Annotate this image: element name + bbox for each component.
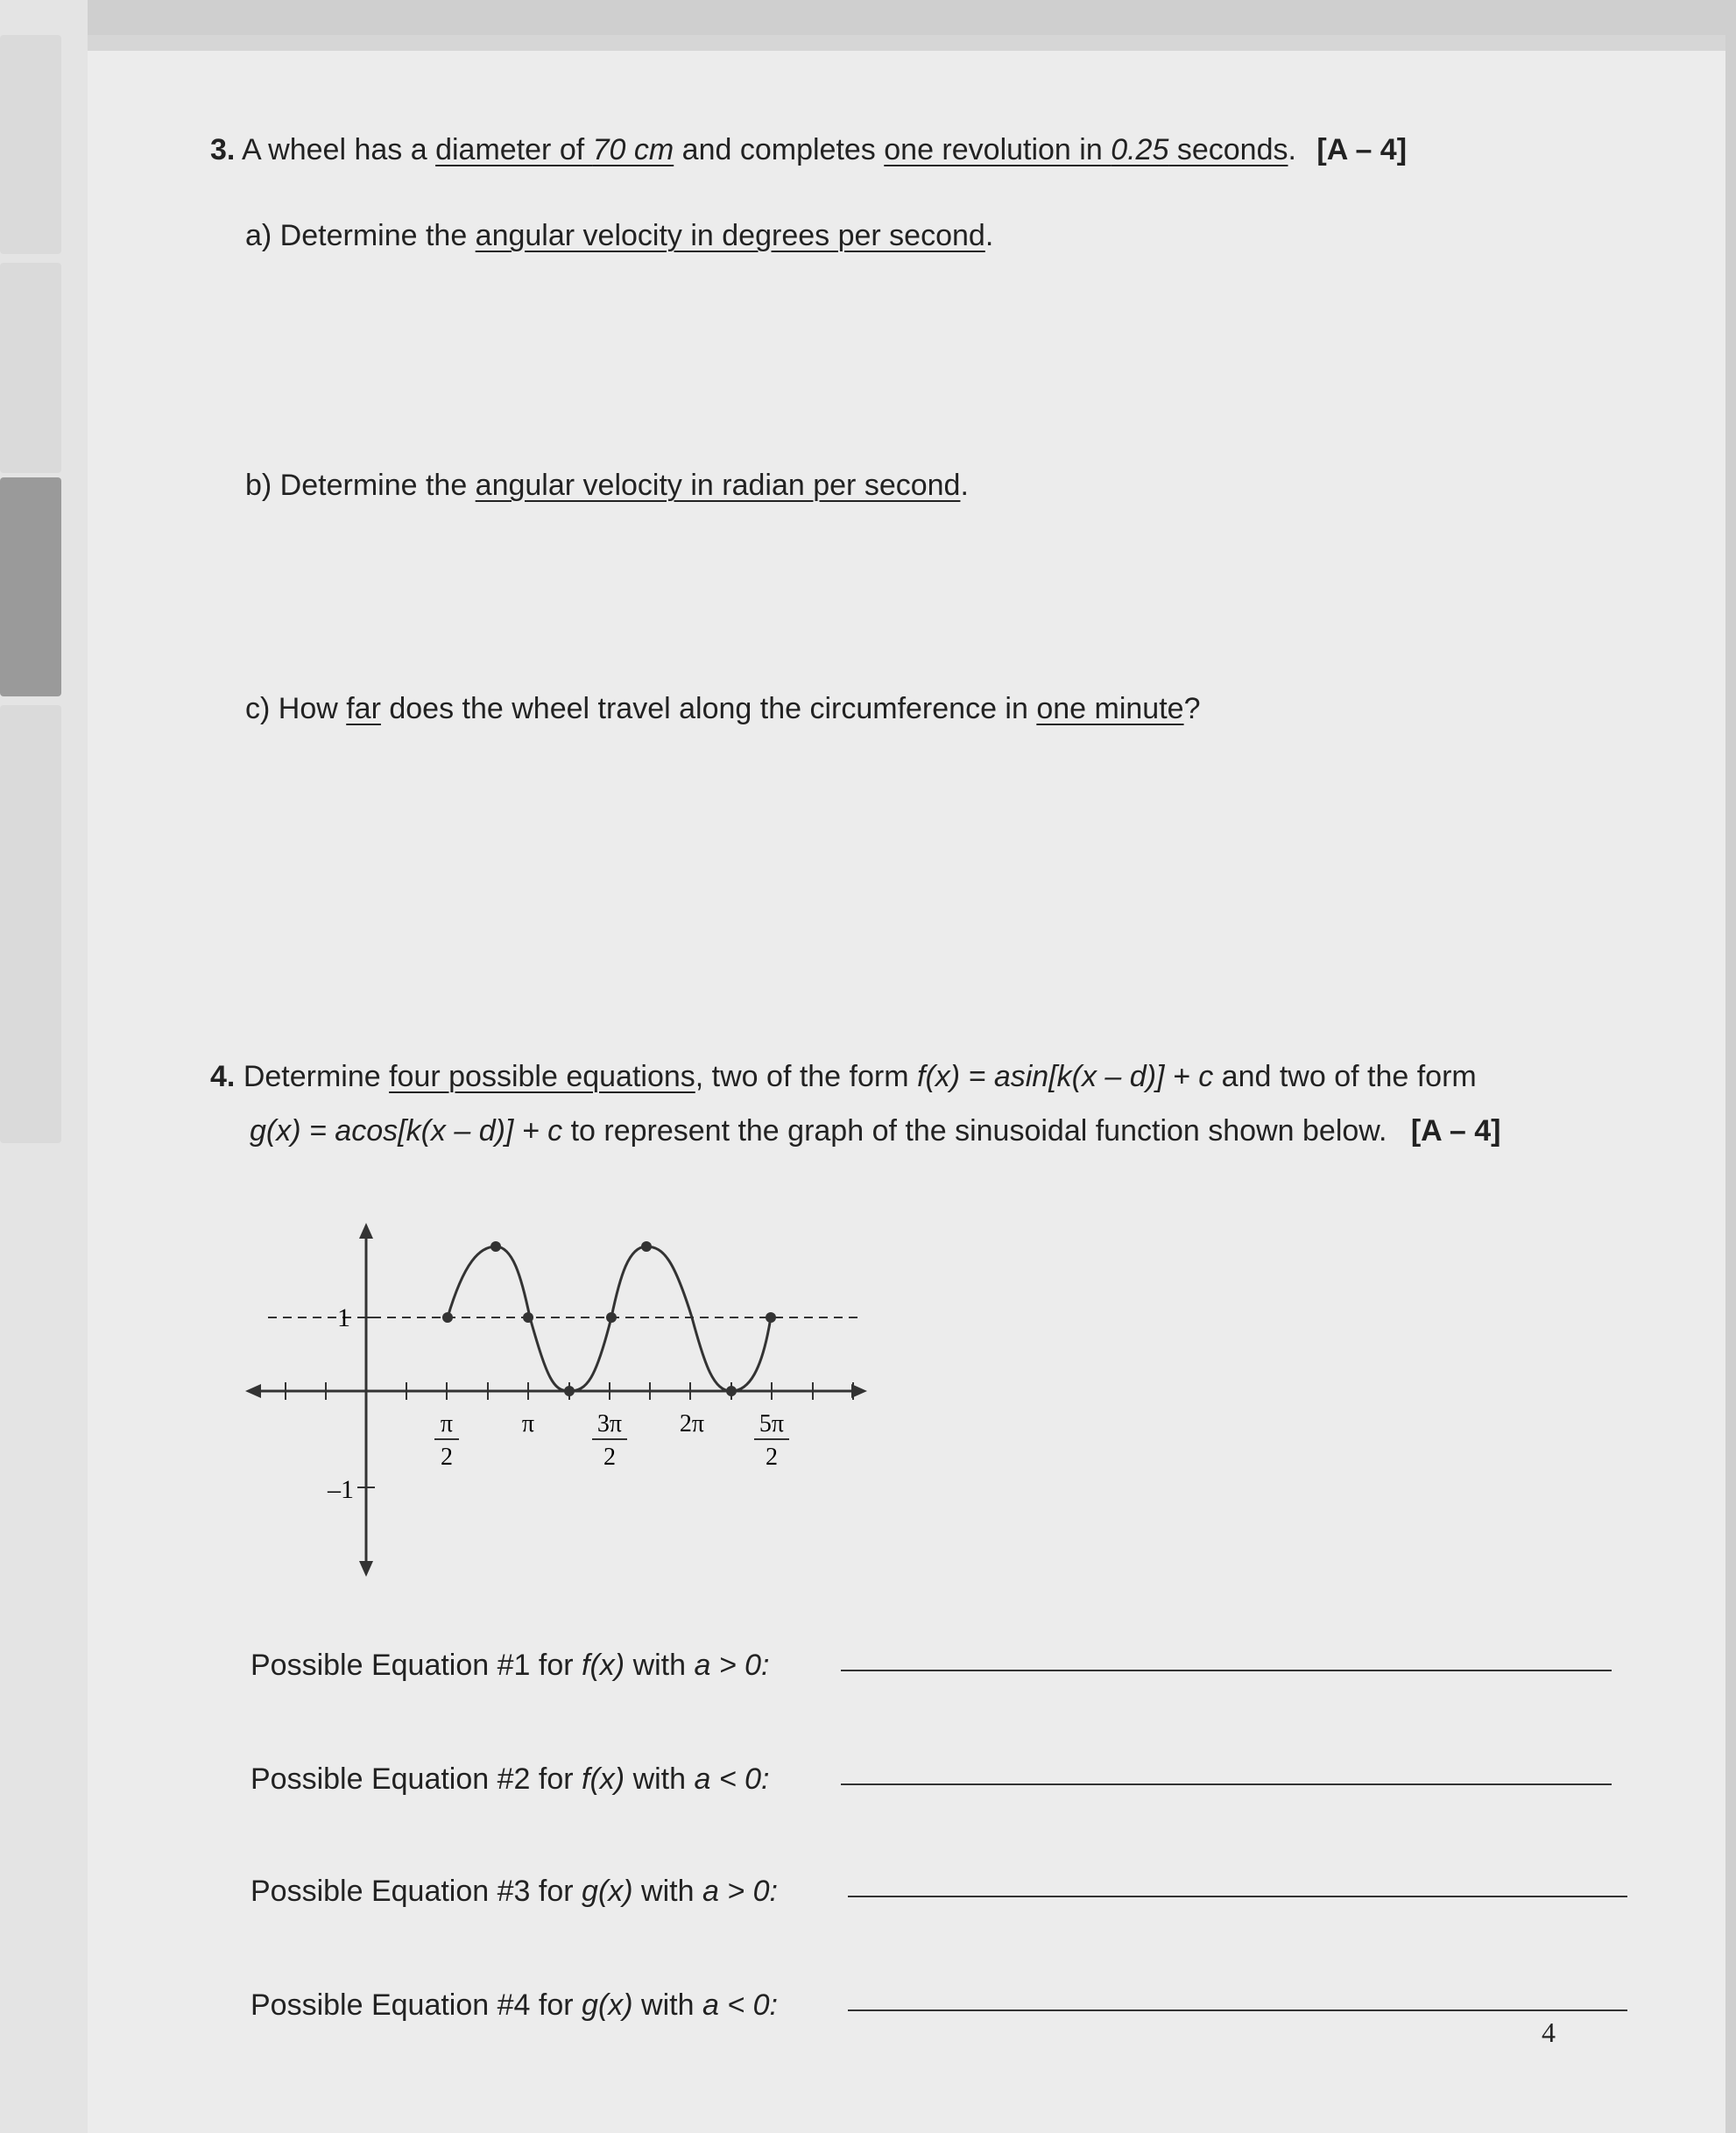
q4-text: to represent the graph of the sinusoidal function shown below. <box>562 1114 1387 1148</box>
answer-func: f(x) <box>582 1762 625 1796</box>
answer-func: f(x) <box>582 1649 625 1682</box>
answer-3-label <box>251 1875 778 1909</box>
document-page <box>88 35 1725 2133</box>
q4-text: and two of the form <box>1213 1060 1477 1093</box>
y-axis-arrow-up <box>359 1223 373 1239</box>
answer-condition: a < 0: <box>694 1762 770 1796</box>
q4-text: , two of the form <box>695 1060 917 1093</box>
question-4-line-1 <box>210 1060 1477 1094</box>
label-pi-over-2-num: π <box>440 1410 454 1437</box>
answer-func: g(x) <box>582 1875 633 1908</box>
answer-1-blank[interactable] <box>841 1670 1612 1671</box>
page-thumbnail-selected[interactable] <box>0 477 61 696</box>
q3-part-a <box>245 219 993 253</box>
q3b-underlined: angular velocity in radian per second <box>475 469 961 502</box>
label-5pi-over-2-num: 5π <box>759 1410 785 1437</box>
answer-condition: a > 0: <box>694 1649 770 1682</box>
label-pi: π <box>521 1410 535 1437</box>
q3c-text: does the wheel travel along the circumference in <box>380 692 1037 725</box>
y-tick-label-neg1: –1 <box>328 1475 354 1504</box>
x-tick-labels <box>434 1410 789 1471</box>
question-number: 3. <box>210 133 236 166</box>
q4-four-equations: four possible equations <box>389 1060 695 1093</box>
q4-text: Determine <box>243 1060 390 1093</box>
q3-time-value: 0.25 <box>1111 133 1169 166</box>
key-point <box>564 1386 575 1396</box>
answer-func: g(x) <box>582 1988 633 2022</box>
x-axis-arrow-left <box>245 1384 261 1398</box>
label-3pi-over-2-num: 3π <box>596 1410 623 1437</box>
page-number: 4 <box>1542 2016 1556 2048</box>
answer-condition: a < 0: <box>702 1988 778 2022</box>
answer-4-label <box>251 1988 778 2023</box>
key-points <box>442 1241 776 1396</box>
key-point <box>523 1312 533 1323</box>
q3c-text: ? <box>1183 692 1201 725</box>
label-2pi: 2π <box>679 1410 705 1437</box>
key-point <box>490 1241 501 1252</box>
q3-mark: [A – 4] <box>1316 133 1408 166</box>
answer-text: with <box>632 1988 702 2022</box>
sinusoid-graph <box>245 1209 963 1594</box>
key-point <box>766 1312 776 1323</box>
key-point <box>442 1312 453 1323</box>
q3-part-b <box>245 469 969 503</box>
page-thumbnail[interactable] <box>0 35 61 254</box>
q3a-text: . <box>984 219 994 252</box>
q4-f-form: f(x) = asin[k(x – d)] + c <box>917 1060 1214 1093</box>
answer-text: with <box>625 1762 695 1796</box>
q3a-text: a) Determine the <box>245 219 476 252</box>
q3a-underlined: angular velocity in degrees per second <box>475 219 985 252</box>
answer-text: Possible Equation #2 for <box>251 1762 582 1796</box>
answer-2-label <box>251 1762 770 1797</box>
q3-diameter-value: 70 cm <box>592 133 674 166</box>
key-point <box>726 1386 737 1396</box>
y-axis-arrow-down <box>359 1561 373 1577</box>
key-point <box>606 1312 617 1323</box>
y-tick-label-1: 1 <box>337 1303 350 1332</box>
q3-text: and completes <box>674 133 885 166</box>
answer-4-blank[interactable] <box>848 2009 1627 2011</box>
answer-3-blank[interactable] <box>848 1896 1627 1897</box>
q3-text: seconds <box>1168 133 1288 166</box>
q3c-far: far <box>346 692 381 725</box>
answer-text: with <box>625 1649 695 1682</box>
label-3pi-over-2-den: 2 <box>603 1444 616 1471</box>
q3b-text: . <box>960 469 969 502</box>
answer-1-label <box>251 1649 770 1683</box>
question-4-line-2 <box>250 1114 1501 1148</box>
answer-2-blank[interactable] <box>841 1783 1612 1785</box>
q3-part-c <box>245 692 1201 726</box>
q4-g-form: g(x) = acos[k(x – d)] + c <box>250 1114 563 1148</box>
question-number: 4. <box>210 1060 236 1093</box>
q3-text: A wheel has a <box>241 133 436 166</box>
answer-text: Possible Equation #4 for <box>251 1988 582 2022</box>
answer-text: Possible Equation #1 for <box>251 1649 582 1682</box>
q3-text: diameter of <box>435 133 593 166</box>
question-3 <box>210 133 1407 167</box>
page-thumbnail[interactable] <box>0 263 61 473</box>
q3-text: one revolution in <box>884 133 1111 166</box>
answer-condition: a > 0: <box>702 1875 778 1908</box>
key-point <box>641 1241 652 1252</box>
q3c-text: c) How <box>245 692 347 725</box>
q3-diameter <box>435 133 674 166</box>
q4-mark: [A – 4] <box>1410 1114 1501 1148</box>
q3c-minute: one minute <box>1036 692 1184 725</box>
label-pi-over-2-den: 2 <box>441 1444 453 1471</box>
page-thumbnail[interactable] <box>0 705 61 1143</box>
q3b-text: b) Determine the <box>245 469 476 502</box>
answer-text: with <box>632 1875 702 1908</box>
thumbnail-sidebar <box>0 0 88 2133</box>
answer-text: Possible Equation #3 for <box>251 1875 582 1908</box>
q3-revolution <box>884 133 1288 166</box>
q3-text: . <box>1288 133 1296 166</box>
label-5pi-over-2-den: 2 <box>766 1444 778 1471</box>
